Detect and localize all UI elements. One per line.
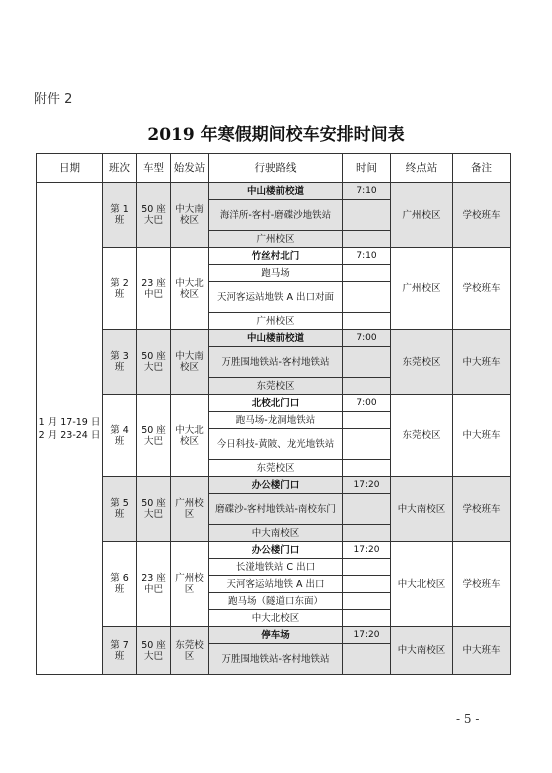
route-stop: 今日科技-黄陂、龙光地铁站 [209, 429, 343, 460]
route-stop: 广州校区 [209, 313, 343, 330]
terminal-cell: 中大北校区 [391, 542, 453, 627]
header-remark: 备注 [453, 154, 511, 183]
table-row [37, 330, 511, 347]
date-cell [37, 183, 103, 675]
header-shift: 班次 [103, 154, 137, 183]
header-time: 时间 [343, 154, 391, 183]
vehicle-cell: 50 座大巴 [137, 183, 171, 248]
table-row [37, 183, 511, 200]
route-stop: 停车场 [209, 627, 343, 644]
route-stop: 中大北校区 [209, 610, 343, 627]
route-stop: 中山楼前校道 [209, 183, 343, 200]
stop-time [343, 494, 391, 525]
table-row [37, 395, 511, 412]
shift-cell: 第 2 班 [103, 248, 137, 330]
shift-cell: 第 1 班 [103, 183, 137, 248]
vehicle-cell: 50 座大巴 [137, 330, 171, 395]
stop-time [343, 525, 391, 542]
origin-cell: 东莞校区 [171, 627, 209, 675]
origin-cell: 广州校区 [171, 542, 209, 627]
stop-time: 7:10 [343, 183, 391, 200]
table-row [37, 248, 511, 265]
origin-cell: 中大北校区 [171, 248, 209, 330]
stop-time [343, 576, 391, 593]
route-stop: 磨碟沙-客村地铁站-南校东门 [209, 494, 343, 525]
date-line-2: 2 月 23-24 日 [38, 429, 101, 441]
stop-time [343, 559, 391, 576]
route-stop: 办公楼门口 [209, 477, 343, 494]
remark-cell: 学校班车 [453, 477, 511, 542]
terminal-cell: 中大南校区 [391, 627, 453, 675]
stop-time: 17:20 [343, 627, 391, 644]
annex-label: 附件 2 [34, 92, 73, 107]
route-stop: 万胜围地铁站-客村地铁站 [209, 347, 343, 378]
terminal-cell: 广州校区 [391, 248, 453, 330]
remark-cell: 中大班车 [453, 627, 511, 675]
vehicle-cell: 50 座大巴 [137, 395, 171, 477]
shift-cell: 第 3 班 [103, 330, 137, 395]
remark-cell: 学校班车 [453, 248, 511, 330]
route-stop: 竹丝村北门 [209, 248, 343, 265]
date-line-1: 1 月 17-19 日 [38, 416, 101, 428]
route-stop: 天河客运站地铁 A 出口对面 [209, 282, 343, 313]
origin-cell: 中大北校区 [171, 395, 209, 477]
route-stop: 长湴地铁站 C 出口 [209, 559, 343, 576]
page-number: - 5 - [456, 712, 480, 726]
route-stop: 海洋所-客村-磨碟沙地铁站 [209, 200, 343, 231]
vehicle-cell: 50 座大巴 [137, 627, 171, 675]
route-stop: 跑马场（隧道口东面） [209, 593, 343, 610]
stop-time [343, 200, 391, 231]
schedule-table [36, 153, 511, 675]
remark-cell: 中大班车 [453, 330, 511, 395]
terminal-cell: 东莞校区 [391, 395, 453, 477]
table-row [37, 627, 511, 644]
stop-time [343, 231, 391, 248]
header-vehicle: 车型 [137, 154, 171, 183]
remark-cell: 学校班车 [453, 542, 511, 627]
header-date: 日期 [37, 154, 103, 183]
shift-cell: 第 7 班 [103, 627, 137, 675]
route-stop: 广州校区 [209, 231, 343, 248]
vehicle-cell: 50 座大巴 [137, 477, 171, 542]
stop-time [343, 282, 391, 313]
header-origin: 始发站 [171, 154, 209, 183]
stop-time [343, 610, 391, 627]
vehicle-cell: 23 座中巴 [137, 542, 171, 627]
table-header-row [37, 154, 511, 183]
terminal-cell: 广州校区 [391, 183, 453, 248]
page-title: 2019 年寒假期间校车安排时间表 [147, 125, 405, 145]
table-row [37, 477, 511, 494]
stop-time [343, 265, 391, 282]
header-route: 行驶路线 [209, 154, 343, 183]
route-stop: 跑马场 [209, 265, 343, 282]
terminal-cell: 中大南校区 [391, 477, 453, 542]
stop-time: 17:20 [343, 542, 391, 559]
remark-cell: 学校班车 [453, 183, 511, 248]
stop-time: 17:20 [343, 477, 391, 494]
stop-time: 7:00 [343, 395, 391, 412]
stop-time: 7:00 [343, 330, 391, 347]
table-row [37, 542, 511, 559]
stop-time [343, 593, 391, 610]
stop-time [343, 378, 391, 395]
stop-time [343, 347, 391, 378]
route-stop: 北校北门口 [209, 395, 343, 412]
stop-time [343, 429, 391, 460]
route-stop: 中大南校区 [209, 525, 343, 542]
route-stop: 东莞校区 [209, 460, 343, 477]
terminal-cell: 东莞校区 [391, 330, 453, 395]
origin-cell: 中大南校区 [171, 330, 209, 395]
remark-cell: 中大班车 [453, 395, 511, 477]
route-stop: 跑马场-龙洞地铁站 [209, 412, 343, 429]
route-stop: 办公楼门口 [209, 542, 343, 559]
shift-cell: 第 6 班 [103, 542, 137, 627]
origin-cell: 中大南校区 [171, 183, 209, 248]
route-stop: 万胜围地铁站-客村地铁站 [209, 644, 343, 675]
route-stop: 东莞校区 [209, 378, 343, 395]
stop-time [343, 644, 391, 675]
shift-cell: 第 4 班 [103, 395, 137, 477]
stop-time [343, 412, 391, 429]
stop-time: 7:10 [343, 248, 391, 265]
origin-cell: 广州校区 [171, 477, 209, 542]
stop-time [343, 313, 391, 330]
route-stop: 中山楼前校道 [209, 330, 343, 347]
header-terminal: 终点站 [391, 154, 453, 183]
route-stop: 天河客运站地铁 A 出口 [209, 576, 343, 593]
stop-time [343, 460, 391, 477]
shift-cell: 第 5 班 [103, 477, 137, 542]
vehicle-cell: 23 座中巴 [137, 248, 171, 330]
